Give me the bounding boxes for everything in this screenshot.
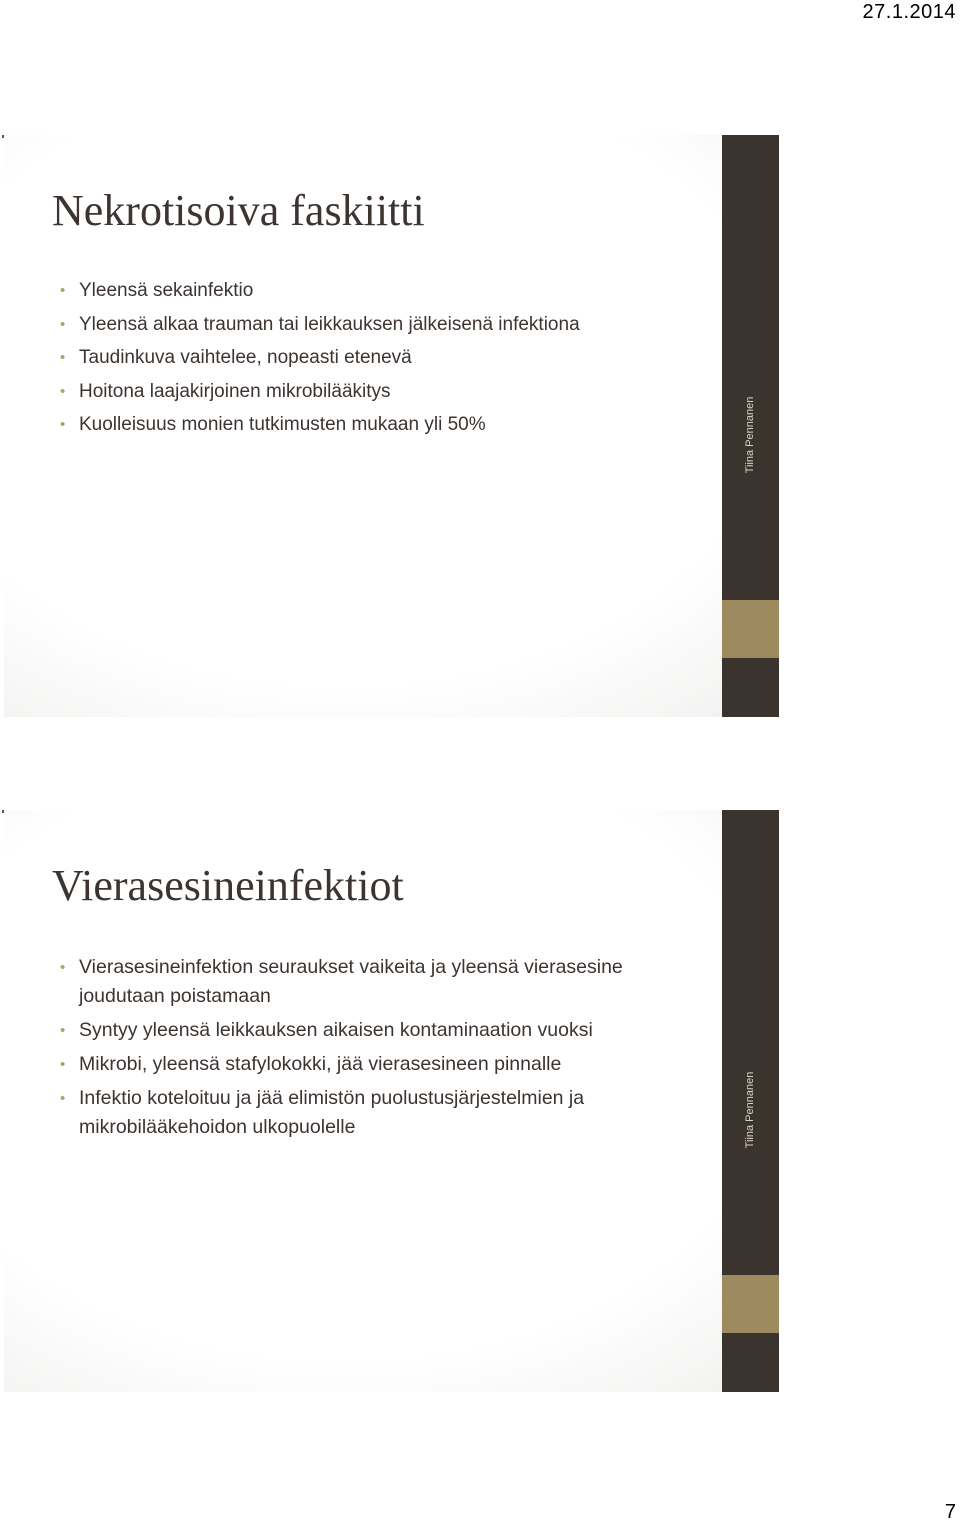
bullet-text: Vierasesineinfektion seuraukset vaikeita ja yleensä vierasesine joudutaan poistamaan [79, 956, 623, 1007]
bullet-text: Syntyy yleensä leikkauksen aikaisen kontaminaation vuoksi [79, 1019, 593, 1041]
bullet-text: Infektio koteloituu ja jää elimistön puolustusjärjestelmien ja mikrobilääkehoidon ulkopuolelle [79, 1087, 585, 1138]
page-date: 27.1.2014 [862, 1, 956, 23]
bullet-dot-icon: • [60, 1090, 66, 1107]
bullet-dot-icon: • [60, 315, 66, 333]
bullet-list [59, 278, 679, 446]
sidebar-accent-block [722, 600, 779, 658]
bullet-dot-icon: • [60, 1022, 66, 1039]
bullet-item [59, 1084, 679, 1142]
bullet-dot-icon: • [60, 1056, 66, 1073]
slide-nekrotisoiva-faskiitti [4, 135, 779, 717]
bullet-item [59, 345, 679, 371]
bullet-text: Kuolleisuus monien tutkimusten mukaan yli 50% [79, 414, 486, 435]
bullet-dot-icon: • [60, 282, 66, 299]
bullet-list [59, 953, 679, 1147]
bullet-item [59, 412, 679, 438]
bullet-dot-icon: • [60, 382, 66, 400]
bullet-text: Hoitona laajakirjoinen mikrobilääkitys [79, 380, 391, 402]
slide-corner-mark [2, 135, 4, 138]
bullet-item [59, 1050, 679, 1079]
bullet-text: Yleensä sekainfektio [79, 280, 254, 301]
author-label: Tiina Pennanen [744, 1071, 756, 1149]
author-container [722, 1050, 779, 1170]
slide-sidebar [722, 810, 779, 1392]
author-label: Tiina Pennanen [744, 396, 756, 474]
sidebar-accent-block [722, 1275, 779, 1333]
bullet-text: Mikrobi, yleensä stafylokokki, jää vierasesineen pinnalle [79, 1053, 562, 1075]
slide-title: Nekrotisoiva faskiitti [52, 186, 425, 235]
bullet-text: Taudinkuva vaihtelee, nopeasti etenevä [79, 347, 412, 368]
bullet-dot-icon: • [60, 349, 66, 366]
slide-vierasesineinfektiot [4, 810, 779, 1392]
bullet-dot-icon: • [60, 416, 66, 433]
bullet-dot-icon: • [60, 959, 66, 976]
slide-sidebar [722, 135, 779, 717]
bullet-item [59, 312, 679, 338]
bullet-item [59, 379, 679, 405]
bullet-item [59, 278, 679, 304]
bullet-text: Yleensä alkaa trauman tai leikkauksen jälkeisenä infektiona [79, 313, 580, 335]
bullet-item [59, 953, 679, 1011]
page-number: 7 [944, 1501, 956, 1523]
slide-corner-mark [2, 810, 4, 813]
author-container [722, 375, 779, 495]
bullet-item [59, 1016, 679, 1045]
slide-title: Vierasesineinfektiot [52, 861, 404, 910]
